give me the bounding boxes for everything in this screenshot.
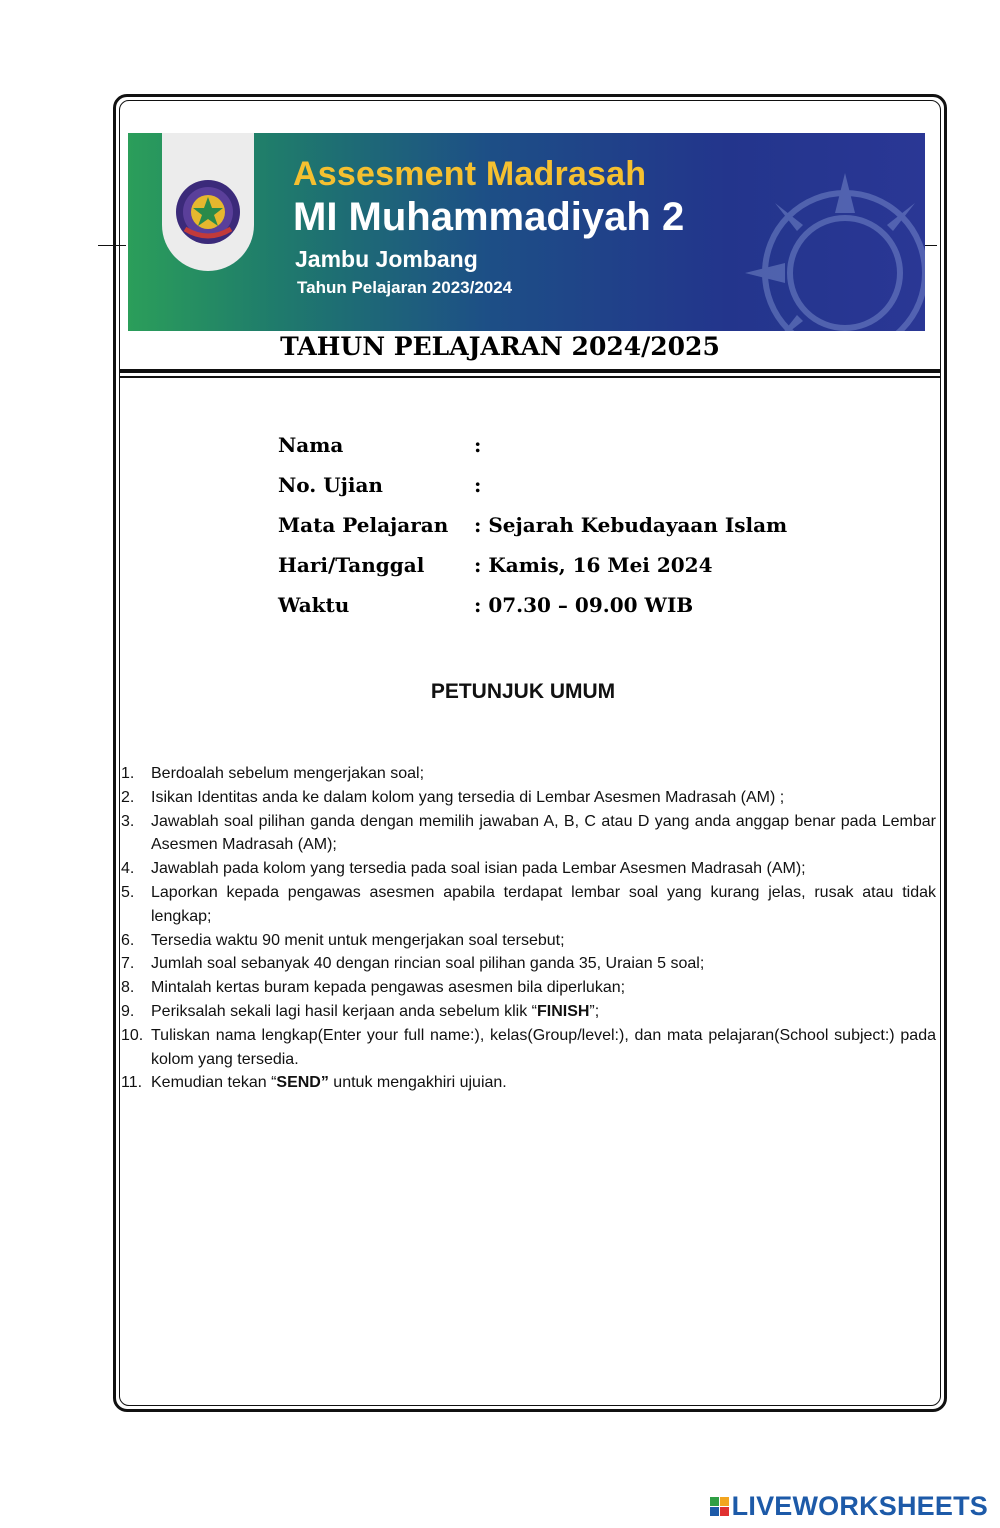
info-row-no-ujian (278, 465, 787, 505)
info-value: : 07.30 – 09.00 WIB (474, 593, 694, 617)
header-separator-thin (119, 376, 941, 378)
banner-school-name: MI Muhammadiyah 2 (293, 195, 685, 239)
list-text-part: ”; (589, 1002, 600, 1020)
academic-year-heading: TAHUN PELAJARAN 2024/2025 (280, 332, 720, 361)
list-number: 11. (121, 1074, 143, 1092)
list-item (121, 762, 936, 786)
info-value: : Kamis, 16 Mei 2024 (474, 553, 713, 577)
list-number: 9. (121, 1002, 135, 1020)
list-number: 1. (121, 765, 135, 782)
list-text: Jumlah soal sebanyak 40 dengan rincian soal pilihan ganda 35, Uraian 5 soal; (151, 955, 705, 973)
list-number: 8. (121, 979, 135, 997)
list-text: Berdoalah sebelum mengerjakan soal; (151, 765, 425, 782)
info-value: : (474, 473, 482, 497)
list-item (121, 810, 936, 858)
list-number: 5. (121, 883, 135, 901)
muhammadiyah-emblem-icon (745, 173, 925, 331)
list-number: 7. (121, 955, 135, 973)
list-number: 2. (121, 788, 135, 806)
school-logo-icon (173, 177, 243, 247)
info-label: Hari/Tanggal (278, 553, 425, 577)
header-separator-thick (119, 369, 941, 373)
banner-title: Assesment Madrasah (293, 155, 647, 193)
list-item (121, 881, 936, 929)
list-text: Isikan Identitas anda ke dalam kolom yang tersedia di Lembar Asesmen Madrasah (AM) ; (151, 788, 785, 806)
list-number: 3. (121, 812, 135, 830)
list-item (121, 976, 936, 1000)
finish-keyword: FINISH (536, 1002, 590, 1020)
list-text: Laporkan kepada pengawas asesmen apabila terdapat lembar soal yang kurang jelas, rusak atau tidak lengkap; (151, 883, 936, 925)
banner-year: Tahun Pelajaran 2023/2024 (297, 278, 513, 297)
list-text-part: untuk mengakhiri ujuian. (328, 1074, 507, 1092)
banner-place: Jambu Jombang (295, 246, 478, 272)
info-label: Mata Pelajaran (278, 513, 449, 537)
logo-tab (162, 133, 254, 271)
list-text: Mintalah kertas buram kepada pengawas asesmen bila diperlukan; (151, 979, 626, 997)
list-item (121, 929, 936, 953)
list-item (121, 857, 936, 881)
list-text-part: Kemudian tekan “ (151, 1074, 277, 1092)
list-number: 10. (121, 1026, 144, 1044)
list-number: 6. (121, 931, 135, 949)
watermark-text: LIVEWORKSHEETS (731, 1491, 988, 1521)
liveworksheets-watermark (710, 1491, 988, 1522)
info-row-nama (278, 425, 787, 465)
info-row-hari-tanggal (278, 545, 787, 585)
info-label: Nama (278, 433, 344, 457)
list-text (151, 1071, 936, 1095)
info-label: Waktu (278, 593, 350, 617)
info-row-waktu (278, 585, 787, 625)
list-item (121, 786, 936, 810)
list-item (121, 952, 936, 976)
list-item (121, 1024, 936, 1072)
list-text: Jawablah pada kolom yang tersedia pada soal isian pada Lembar Asesmen Madrasah (AM); (151, 860, 806, 878)
info-label: No. Ujian (278, 473, 383, 497)
header-banner (128, 133, 925, 331)
list-text: Jawablah soal pilihan ganda dengan memilih jawaban A, B, C atau D yang anda anggap benar pada Lembar Asesmen Madrasah (AM); (151, 812, 936, 854)
info-value: : Sejarah Kebudayaan Islam (474, 513, 788, 537)
list-text: Tuliskan nama lengkap(Enter your full name:), kelas(Group/level:), dan mata pelajaran(School subject:) pada kolom yang tersedia. (151, 1026, 936, 1068)
info-value: : (474, 433, 482, 457)
list-text (151, 1000, 936, 1024)
list-item (121, 1000, 936, 1024)
instructions-list (121, 762, 936, 1095)
section-title: PETUNJUK UMUM (430, 680, 616, 703)
send-keyword: SEND” (276, 1074, 329, 1092)
list-number: 4. (121, 860, 135, 878)
list-text-part: Periksalah sekali lagi hasil kerjaan anda sebelum klik “ (151, 1002, 537, 1020)
list-text: Tersedia waktu 90 menit untuk mengerjakan soal tersebut; (151, 931, 565, 949)
list-item (121, 1071, 936, 1095)
identity-block (278, 425, 787, 625)
liveworksheets-logo-icon (710, 1497, 729, 1516)
info-row-mata-pelajaran (278, 505, 787, 545)
